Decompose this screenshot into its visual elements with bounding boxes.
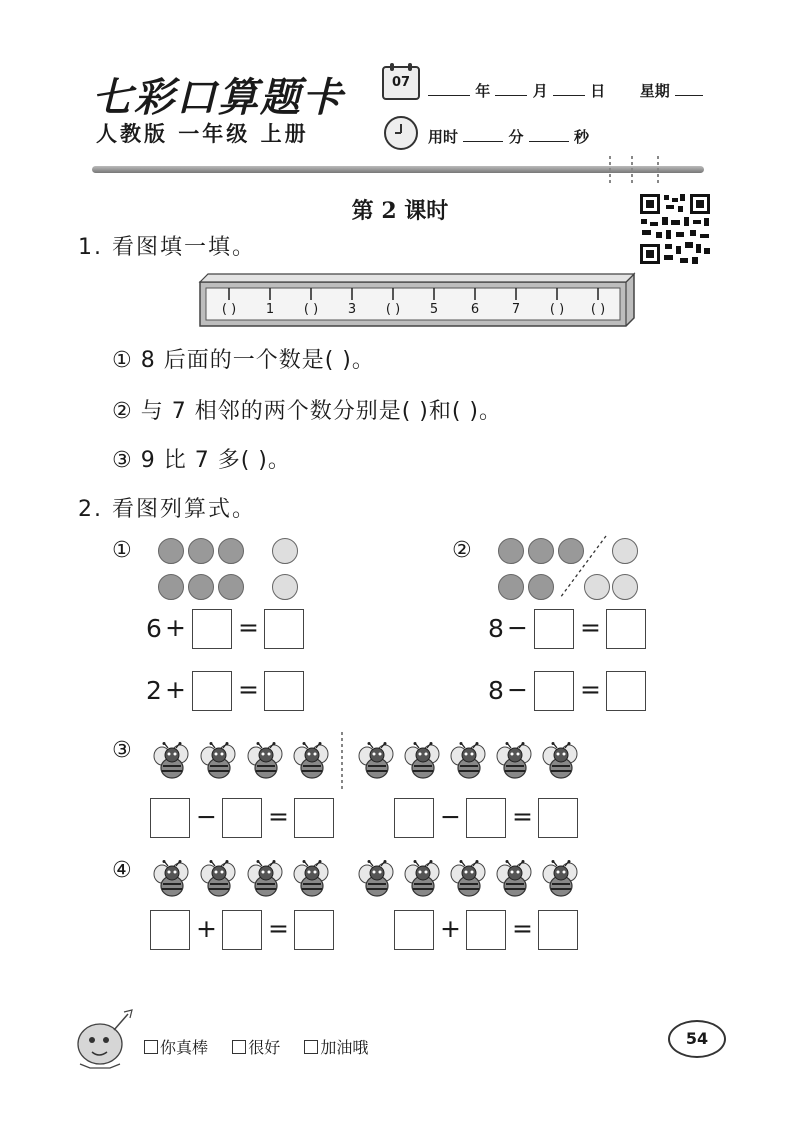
minus-sign: −: [507, 675, 528, 704]
answer-box[interactable]: [264, 609, 304, 649]
minus-sign: −: [440, 802, 461, 831]
bee-icon: [246, 860, 286, 900]
rating-label: 加油哦: [320, 1038, 369, 1057]
counter-dark: [528, 538, 554, 564]
q1-item-2: ② 与 7 相邻的两个数分别是( )和( )。: [112, 399, 503, 424]
equals-sign: =: [512, 914, 533, 943]
brand-logo: 七彩口算题卡: [92, 74, 344, 121]
bee-icon: [449, 742, 489, 782]
answer-box[interactable]: [264, 671, 304, 711]
bee-icon: [199, 742, 239, 782]
bee-icon: [495, 860, 535, 900]
answer-box[interactable]: [192, 609, 232, 649]
counter-light: [612, 574, 638, 600]
plus-sign: +: [196, 914, 217, 943]
answer-box[interactable]: [466, 798, 506, 838]
rating-label: 你真棒: [160, 1038, 209, 1057]
answer-box[interactable]: [150, 910, 190, 950]
answer-box[interactable]: [222, 798, 262, 838]
week-label: 星期: [639, 82, 670, 100]
calendar-icon: [382, 66, 420, 100]
rating-label: 很好: [248, 1038, 281, 1057]
month-label: 月: [532, 82, 548, 100]
q2-part3-label: ③: [112, 738, 133, 763]
counter-dark: [528, 574, 554, 600]
q2-title: 2. 看图列算式。: [78, 497, 256, 522]
counter-dark: [498, 574, 524, 600]
bee-icon: [292, 742, 332, 782]
group-dashed-divider: [340, 732, 344, 792]
checkbox-icon[interactable]: [232, 1040, 246, 1054]
p2-eq2-number: 8: [488, 676, 504, 705]
counter-dark: [218, 574, 244, 600]
minus-sign: −: [507, 613, 528, 642]
bee-icon: [357, 742, 397, 782]
page-number: 54: [668, 1020, 726, 1058]
split-dashed-line: [556, 534, 610, 600]
rating-option-good[interactable]: [232, 1038, 280, 1057]
answer-box[interactable]: [534, 609, 574, 649]
answer-box[interactable]: [394, 798, 434, 838]
bee-icon: [403, 742, 443, 782]
date-line: [428, 80, 703, 101]
rating-options: [144, 1035, 368, 1058]
rating-option-great[interactable]: [144, 1038, 208, 1057]
answer-box[interactable]: [294, 910, 334, 950]
equals-sign: =: [238, 613, 259, 642]
bee-icon: [246, 742, 286, 782]
ruler-label: ( ): [303, 302, 319, 317]
counter-dark: [218, 538, 244, 564]
counter-light: [612, 538, 638, 564]
answer-box[interactable]: [606, 609, 646, 649]
answer-box[interactable]: [538, 798, 578, 838]
edition-label: 人教版 一年级 上册: [96, 122, 309, 146]
counter-light: [272, 574, 298, 600]
answer-box[interactable]: [394, 910, 434, 950]
bee-icon: [292, 860, 332, 900]
bee-icon: [541, 860, 581, 900]
bee-icon: [495, 742, 535, 782]
clock-icon: [384, 116, 418, 150]
q2-part1-label: ①: [112, 538, 133, 563]
answer-box[interactable]: [466, 910, 506, 950]
plus-sign: +: [165, 675, 186, 704]
bee-icon: [449, 860, 489, 900]
checkbox-icon[interactable]: [144, 1040, 158, 1054]
mascot-icon: [70, 1008, 136, 1070]
counter-dark: [188, 574, 214, 600]
answer-box[interactable]: [150, 798, 190, 838]
counter-dark: [188, 538, 214, 564]
bee-icon: [541, 742, 581, 782]
counter-dark: [158, 538, 184, 564]
bee-icon: [403, 860, 443, 900]
q1-item-1: ① 8 后面的一个数是( )。: [112, 348, 375, 373]
day-label: 日: [590, 82, 606, 100]
ruler: [198, 272, 636, 328]
equals-sign: =: [238, 675, 259, 704]
ruler-label: ( ): [590, 302, 606, 317]
answer-box[interactable]: [192, 671, 232, 711]
counter-dark: [498, 538, 524, 564]
equals-sign: =: [580, 613, 601, 642]
lesson-title: 第 2 课时: [351, 198, 449, 224]
divider-ornament: [600, 156, 670, 186]
time-line: [428, 126, 589, 147]
p1-eq2-number: 2: [146, 676, 162, 705]
second-label: 秒: [573, 128, 589, 146]
answer-box[interactable]: [606, 671, 646, 711]
ruler-label: ( ): [385, 302, 401, 317]
equals-sign: =: [512, 802, 533, 831]
p2-eq1-number: 8: [488, 614, 504, 643]
bee-icon: [357, 860, 397, 900]
counter-dark: [158, 574, 184, 600]
q2-part2-label: ②: [452, 538, 473, 563]
minute-label: 分: [508, 128, 524, 146]
ruler-label: 7: [511, 302, 521, 317]
q1-title: 1. 看图填一填。: [78, 235, 256, 260]
ruler-label: ( ): [549, 302, 565, 317]
ruler-label: 1: [265, 302, 275, 317]
answer-box[interactable]: [222, 910, 262, 950]
answer-box[interactable]: [534, 671, 574, 711]
calendar-day: 07: [391, 75, 411, 90]
plus-sign: +: [440, 914, 461, 943]
bee-icon: [199, 860, 239, 900]
time-used-label: 用时: [428, 128, 459, 146]
bee-icon: [152, 860, 192, 900]
ruler-label: 6: [470, 302, 480, 317]
checkbox-icon[interactable]: [304, 1040, 318, 1054]
ruler-label: ( ): [221, 302, 237, 317]
counter-light: [272, 538, 298, 564]
answer-box[interactable]: [538, 910, 578, 950]
q1-item-3: ③ 9 比 7 多( )。: [112, 448, 291, 473]
answer-box[interactable]: [294, 798, 334, 838]
ruler-label: 5: [429, 302, 439, 317]
equals-sign: =: [268, 802, 289, 831]
rating-option-keep-going[interactable]: [304, 1038, 368, 1057]
ruler-label: 3: [347, 302, 357, 317]
q2-part4-label: ④: [112, 858, 133, 883]
p1-eq1-number: 6: [146, 614, 162, 643]
equals-sign: =: [580, 675, 601, 704]
year-label: 年: [475, 82, 491, 100]
minus-sign: −: [196, 802, 217, 831]
bee-icon: [152, 742, 192, 782]
plus-sign: +: [165, 613, 186, 642]
equals-sign: =: [268, 914, 289, 943]
